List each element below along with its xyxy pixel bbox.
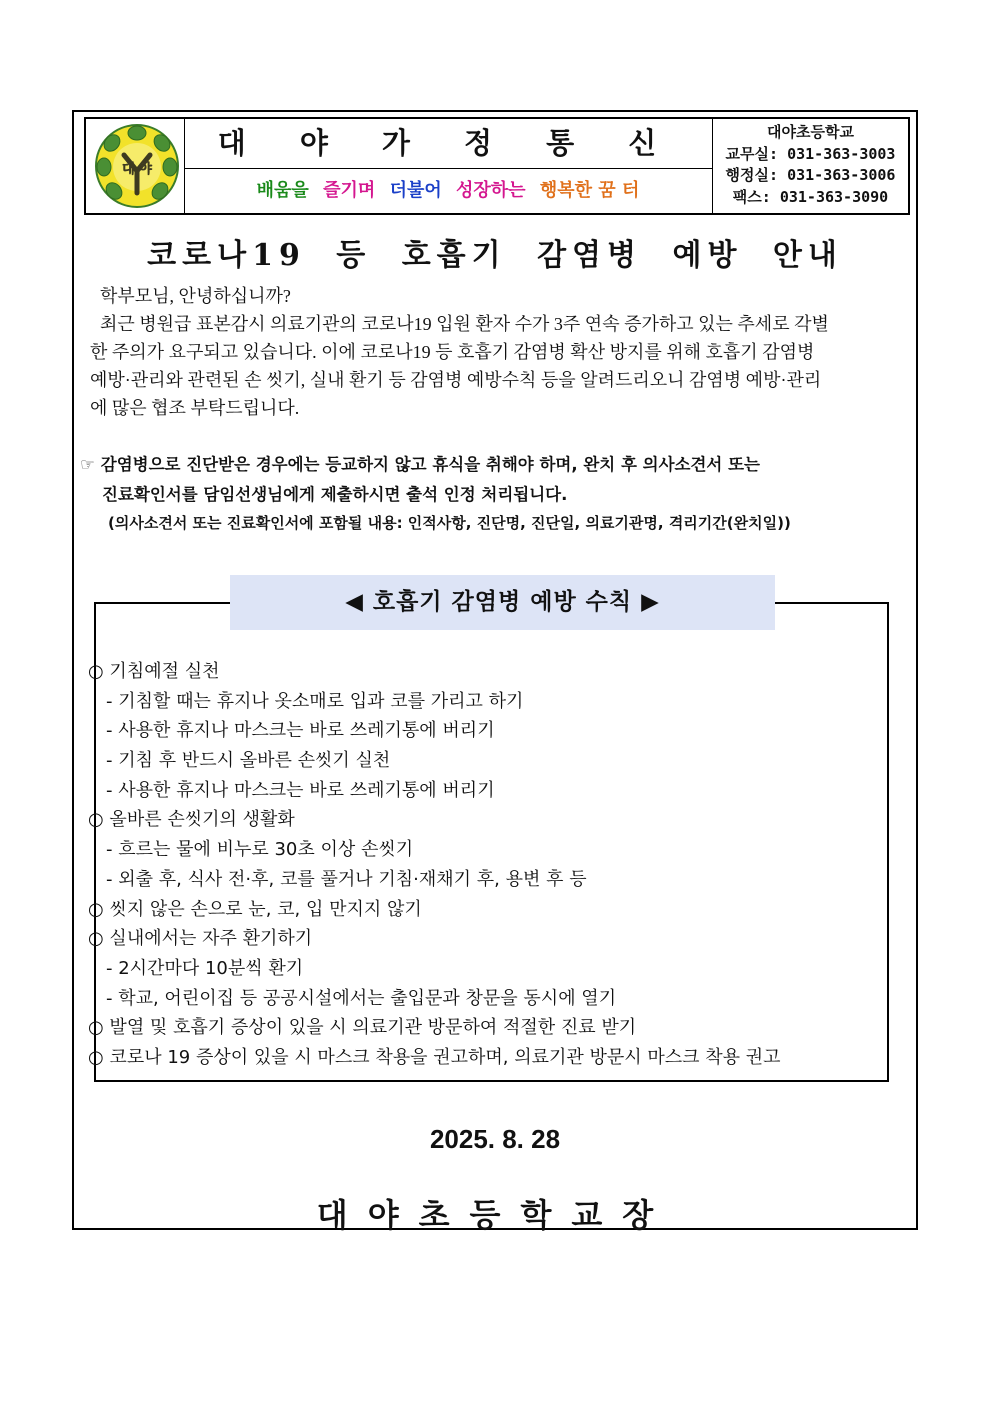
school-contact-info — [713, 119, 908, 213]
rule-item: ○ 기침예절 실천 — [88, 661, 220, 682]
rule-subitem: - 사용한 휴지나 마스크는 바로 쓰레기통에 버리기 — [106, 779, 495, 801]
logo-cell — [86, 119, 185, 213]
attendance-notice — [80, 450, 910, 536]
notice-line-1 — [80, 450, 910, 480]
rule-subitem: - 사용한 휴지나 마스크는 바로 쓰레기통에 버리기 — [106, 720, 495, 742]
rule-subitem: - 기침할 때는 휴지나 옷소매로 입과 코를 가리고 하기 — [106, 690, 524, 712]
school-name: 대야초등학교 — [767, 123, 854, 141]
pointing-hand-icon: ☞ — [80, 455, 95, 474]
rule-subitem: - 외출 후, 식사 전·후, 코를 풀거나 기침·재채기 후, 용변 후 등 — [106, 868, 587, 890]
slogan-word-3: 더불어 — [389, 180, 442, 201]
newsletter-title: 대 야 가 정 통 신 — [184, 119, 712, 169]
rules-box-title: ◀ 호흡기 감염병 예방 수칙 ▶ — [230, 575, 775, 630]
page-title: 코로나19 등 호흡기 감염병 예방 안내 — [147, 238, 843, 273]
intro-line-1: 최근 병원급 표본감시 의료기관의 코로나19 입원 환자 수가 3주 연속 증가하고 있는 추세로 각별 — [100, 314, 829, 334]
newsletter-header — [84, 117, 910, 215]
rule-subitem: - 기침 후 반드시 올바른 손씻기 실천 — [106, 750, 391, 772]
slogan — [184, 169, 712, 213]
rule-subitem: - 학교, 어린이집 등 공공시설에서는 출입문과 창문을 동시에 열기 — [106, 987, 617, 1009]
rule-item: ○ 씻지 않은 손으로 눈, 코, 입 만지지 않기 — [88, 898, 422, 920]
slogan-word-2: 즐기며 — [323, 180, 376, 201]
issue-date: 2025. 8. 28 — [429, 1124, 561, 1154]
rule-item: ○ 실내에서는 자주 환기하기 — [88, 928, 313, 950]
notice-line-2: 진료확인서를 담임선생님에게 제출하시면 출석 인정 처리됩니다. — [102, 485, 568, 504]
greeting: 학부모님, 안녕하십니까? — [100, 286, 291, 306]
rule-subitem: - 흐르는 물에 비누로 30초 이상 손씻기 — [106, 839, 414, 861]
document-frame — [72, 110, 918, 1234]
intro-section — [90, 282, 910, 422]
notice-text-1: 감염병으로 진단받은 경우에는 등교하지 않고 휴식을 취해야 하며, 완치 후 의사소견서 또는 — [100, 455, 760, 474]
school-logo — [94, 123, 180, 209]
notice-line-3: (의사소견서 또는 진료확인서에 포함될 내용: 인적사항, 진단명, 진단일, 의료기관명, 격리기간(완치일)) — [108, 514, 791, 532]
rule-item: ○ 올바른 손씻기의 생활화 — [88, 809, 295, 831]
intro-line-3: 예방·관리와 관련된 손 씻기, 실내 환기 등 감염병 예방수칙 등을 알려드리오니 감염병 예방·관리 — [90, 370, 822, 390]
rule-item: ○ 발열 및 호흡기 증상이 있을 시 의료기관 방문하여 적절한 진료 받기 — [88, 1017, 637, 1039]
rule-item: ○ 코로나 19 증상이 있을 시 마스크 착용을 권고하며, 의료기관 방문시 마스크 착용 권고 — [88, 1046, 781, 1068]
slogan-word-4: 성장하는 — [456, 180, 526, 201]
title-cell — [184, 119, 713, 213]
principal-signature: 대야초등학교장 — [316, 1196, 674, 1234]
slogan-word-5: 행복한 꿈 터 — [539, 180, 640, 201]
fax-number: 팩스: 031-363-3090 — [732, 187, 889, 206]
slogan-word-1: 배움을 — [256, 180, 309, 201]
rule-subitem: - 2시간마다 10분씩 환기 — [106, 957, 304, 979]
rules-list — [88, 657, 868, 1073]
intro-line-2: 한 주의가 요구되고 있습니다. 이에 코로나19 등 호흡기 감염병 확산 방지를 위해 호흡기 감염병 — [90, 342, 815, 362]
intro-line-4: 에 많은 협조 부탁드립니다. — [90, 398, 300, 418]
admin-phone: 행정실: 031-363-3006 — [725, 166, 896, 184]
office-phone: 교무실: 031-363-3003 — [725, 144, 896, 163]
logo-text: 대 야 — [122, 162, 152, 177]
